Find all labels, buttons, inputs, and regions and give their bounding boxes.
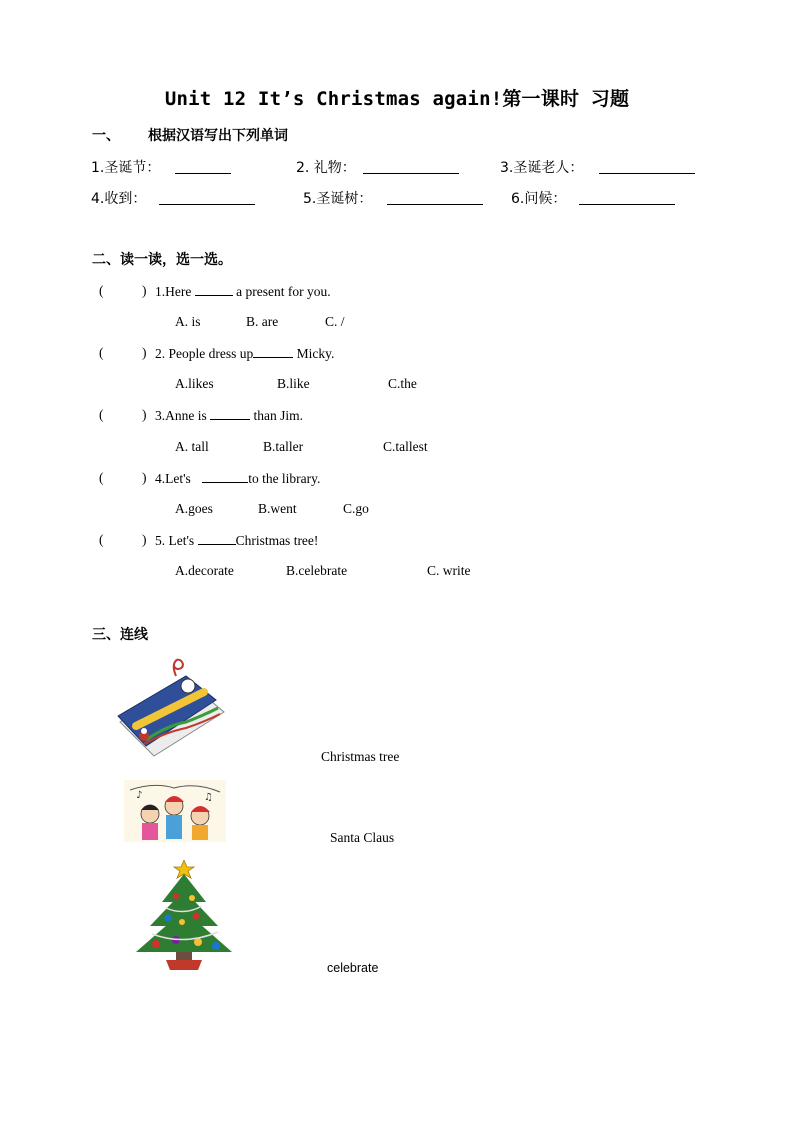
option-a[interactable]: A.decorate	[175, 563, 234, 578]
vocab-blank-2[interactable]	[363, 159, 459, 174]
option-a[interactable]: A. tall	[175, 439, 209, 454]
answer-paren-open: (	[99, 532, 104, 547]
card-ribbon	[174, 660, 183, 676]
vocab-blank-5[interactable]	[387, 190, 483, 205]
question-2: 2. People dress up Micky.	[155, 346, 335, 361]
vocab-item-3: 3.圣诞老人：	[500, 160, 584, 176]
option-a[interactable]: A.likes	[175, 376, 214, 391]
question-blank[interactable]	[202, 470, 248, 483]
ornament-icon	[173, 893, 179, 899]
vocab-blank-4[interactable]	[159, 190, 255, 205]
santa-hat-trim	[141, 728, 147, 734]
ornament-icon	[152, 940, 160, 948]
match-word-3[interactable]: celebrate	[327, 961, 379, 975]
answer-paren-open: (	[99, 345, 104, 360]
page-title: Unit 12 It’s Christmas again!第一课时 习题	[164, 88, 630, 110]
music-note-icon: ♪	[136, 790, 143, 801]
match-word-1[interactable]: Christmas tree	[321, 749, 400, 764]
ornament-icon	[212, 942, 220, 950]
tree-trunk	[176, 952, 192, 960]
vocab-blank-1[interactable]	[175, 159, 231, 174]
option-b[interactable]: B.went	[258, 501, 297, 516]
section2-heading: 二、读一读，选一选。	[92, 252, 232, 268]
ornament-icon	[165, 915, 172, 922]
vocab-item-4: 4.收到：	[91, 191, 147, 207]
christmas-card-picture[interactable]	[116, 656, 228, 760]
vocab-blank-6[interactable]	[579, 190, 675, 205]
option-c[interactable]: C.tallest	[383, 439, 428, 454]
option-a[interactable]: A. is	[175, 314, 201, 329]
answer-paren-open: (	[99, 283, 104, 298]
option-c[interactable]: C. /	[325, 314, 345, 329]
section3-heading: 三、连线	[92, 627, 148, 643]
child-body	[192, 825, 208, 840]
answer-paren-close: )	[142, 345, 147, 360]
question-4: 4.Let's to the library.	[155, 471, 321, 486]
option-c[interactable]: C.go	[343, 501, 369, 516]
child-body	[166, 815, 182, 839]
option-b[interactable]: B.taller	[263, 439, 304, 454]
question-blank[interactable]	[253, 345, 293, 358]
match-word-2[interactable]: Santa Claus	[330, 830, 395, 845]
question-blank[interactable]	[195, 283, 233, 296]
question-3: 3.Anne is than Jim.	[155, 408, 303, 423]
option-a[interactable]: A.goes	[175, 501, 213, 516]
answer-paren-open: (	[99, 407, 104, 422]
question-1: 1.Here a present for you.	[155, 284, 331, 299]
tree-pot	[166, 960, 202, 970]
vocab-item-5: 5.圣诞树：	[303, 191, 373, 207]
vocab-blank-3[interactable]	[599, 159, 695, 174]
answer-paren-close: )	[142, 532, 147, 547]
ornament-icon	[179, 919, 185, 925]
question-blank[interactable]	[198, 532, 236, 545]
christmas-tree-picture[interactable]	[136, 860, 236, 970]
section1-number: 一、	[92, 128, 120, 144]
section1-heading: 根据汉语写出下列单词	[148, 128, 288, 144]
vocab-item-6: 6.问候：	[511, 191, 567, 207]
option-b[interactable]: B.like	[277, 376, 310, 391]
answer-paren-close: )	[142, 470, 147, 485]
question-5: 5. Let's Christmas tree!	[155, 533, 319, 548]
question-blank[interactable]	[210, 407, 250, 420]
vocab-item-1: 1.圣诞节：	[91, 160, 161, 176]
ornament-icon	[189, 895, 195, 901]
music-note-icon: ♫	[204, 792, 213, 803]
option-b[interactable]: B.celebrate	[286, 563, 348, 578]
option-b[interactable]: B. are	[246, 314, 279, 329]
answer-paren-close: )	[142, 283, 147, 298]
child-body	[142, 823, 158, 840]
option-c[interactable]: C.the	[388, 376, 417, 391]
singing-children-picture[interactable]	[124, 780, 226, 842]
answer-paren-close: )	[142, 407, 147, 422]
snowman-icon	[181, 679, 195, 693]
vocab-item-2: 2. 礼物：	[296, 160, 356, 176]
option-c[interactable]: C. write	[427, 563, 471, 578]
ornament-icon	[193, 913, 200, 920]
answer-paren-open: (	[99, 470, 104, 485]
